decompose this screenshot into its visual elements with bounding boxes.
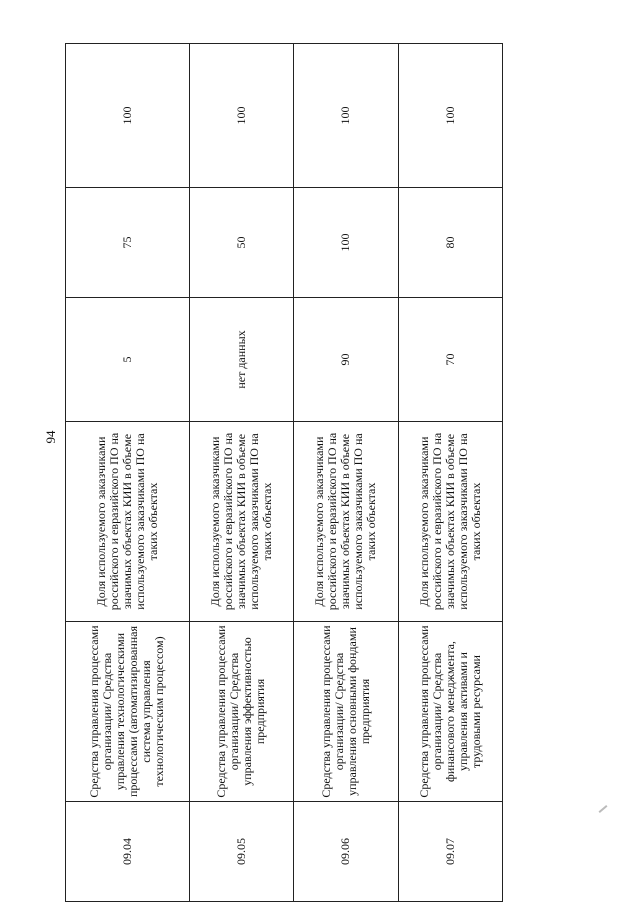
row-indicator: Доля используемого заказчиками российского и евразийского ПО на значимых объектах КИИ в объеме используемого заказчиками ПО на таких объектах bbox=[66, 422, 190, 622]
table-row bbox=[189, 44, 293, 902]
row-value-2: 75 bbox=[66, 188, 190, 298]
row-value-1: 90 bbox=[294, 298, 398, 422]
row-code: 09.06 bbox=[294, 802, 398, 902]
row-value-3: 100 bbox=[189, 44, 293, 188]
row-name: Средства управления процессами организации/ Средства управления основными фондами предприятия bbox=[294, 622, 398, 802]
row-name: Средства управления процессами организации/ Средства управления эффективностью предприятия bbox=[189, 622, 293, 802]
row-value-3: 100 bbox=[398, 44, 502, 188]
software-share-table bbox=[65, 43, 503, 902]
row-value-3: 100 bbox=[294, 44, 398, 188]
row-name: Средства управления процессами организации/ Средства управления технологическими процессами (автоматизированная система управления технологическим процессом) bbox=[66, 622, 190, 802]
row-code: 09.04 bbox=[66, 802, 190, 902]
scan-artifact bbox=[599, 805, 608, 813]
row-indicator: Доля используемого заказчиками российского и евразийского ПО на значимых объектах КИИ в объеме используемого заказчиками ПО на таких объектах bbox=[294, 422, 398, 622]
row-value-1: 5 bbox=[66, 298, 190, 422]
row-code: 09.05 bbox=[189, 802, 293, 902]
page-number: 94 bbox=[43, 430, 58, 444]
row-code: 09.07 bbox=[398, 802, 502, 902]
table-wrapper bbox=[65, 44, 503, 902]
table-row bbox=[398, 44, 502, 902]
row-value-1: 70 bbox=[398, 298, 502, 422]
row-value-1: нет данных bbox=[189, 298, 293, 422]
row-value-2: 100 bbox=[294, 188, 398, 298]
table-row bbox=[294, 44, 398, 902]
row-indicator: Доля используемого заказчиками российского и евразийского ПО на значимых объектах КИИ в объеме используемого заказчиками ПО на таких объектах bbox=[398, 422, 502, 622]
row-value-3: 100 bbox=[66, 44, 190, 188]
row-value-2: 50 bbox=[189, 188, 293, 298]
row-name: Средства управления процессами организации/ Средства финансового менеджмента, управления активами и трудовыми ресурсами bbox=[398, 622, 502, 802]
row-value-2: 80 bbox=[398, 188, 502, 298]
table-row bbox=[66, 44, 190, 902]
row-indicator: Доля используемого заказчиками российского и евразийского ПО на значимых объектах КИИ в объеме используемого заказчиками ПО на таких объектах bbox=[189, 422, 293, 622]
rotated-table bbox=[65, 44, 503, 902]
